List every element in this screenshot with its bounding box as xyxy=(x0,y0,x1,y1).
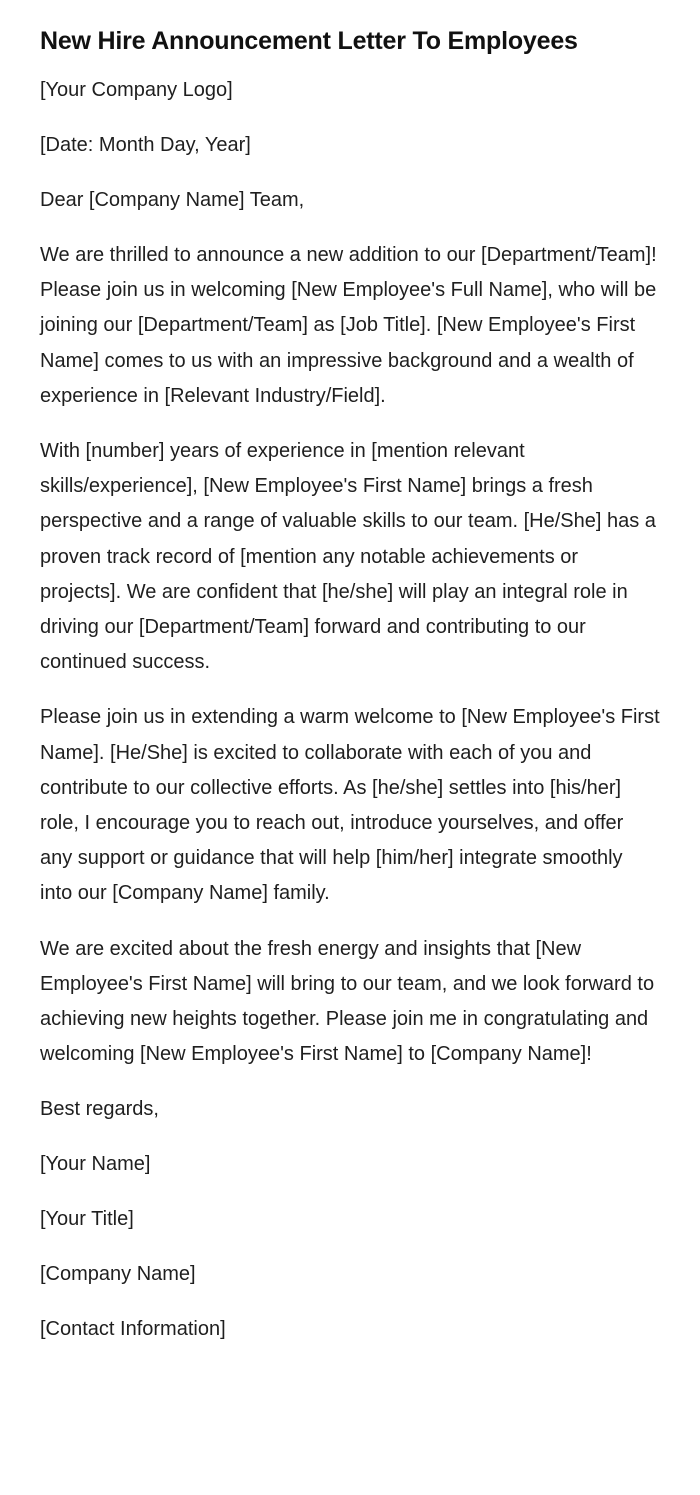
closing-line: Best regards, xyxy=(40,1098,159,1121)
body-paragraph-4: We are excited about the fresh energy and insights that [New Employee's First Name] will bring to our team, and we look forward to achieving new heights together. Please join me in congratulating and welcoming [New Employee's First Name] to [Company Name]! xyxy=(40,937,655,1066)
company-logo-placeholder: [Your Company Logo] xyxy=(40,79,233,101)
signature-title: [Your Title] xyxy=(40,1208,134,1231)
signature-company: [Company Name] xyxy=(40,1263,196,1286)
body-paragraph-3: Please join us in extending a warm welcome to [New Employee's First Name]. [He/She] is excited to collaborate with each of you and contribute to our collective efforts. As [he/she] settles into [his/her] role, I encourage you to reach out, introduce yourselves, and offer any support or guidance that will help [him/her] integrate smoothly into our [Company Name] family. xyxy=(40,706,660,905)
date-line: [Date: Month Day, Year] xyxy=(40,134,251,156)
signature-contact: [Contact Information] xyxy=(40,1318,226,1341)
salutation: Dear [Company Name] Team, xyxy=(40,189,305,211)
body-paragraph-1: We are thrilled to announce a new addition to our [Department/Team]! Please join us in welcoming [New Employee's Full Name], who will be joining our [Department/Team] as [Job Title]. [New Employee's First Name] comes to us with an impressive background and a wealth of experience in [Relevant Industry/Field]. xyxy=(40,244,657,407)
page-title: New Hire Announcement Letter To Employees xyxy=(40,27,578,55)
signature-name: [Your Name] xyxy=(40,1153,151,1176)
body-paragraph-2: With [number] years of experience in [mention relevant skills/experience], [New Employee's First Name] brings a fresh perspective and a range of valuable skills to our team. [He/She] has a proven track record of [mention any notable achievements or projects]. We are confident that [he/she] will play an integral role in driving our [Department/Team] forward and contributing to our continued success. xyxy=(40,440,656,674)
